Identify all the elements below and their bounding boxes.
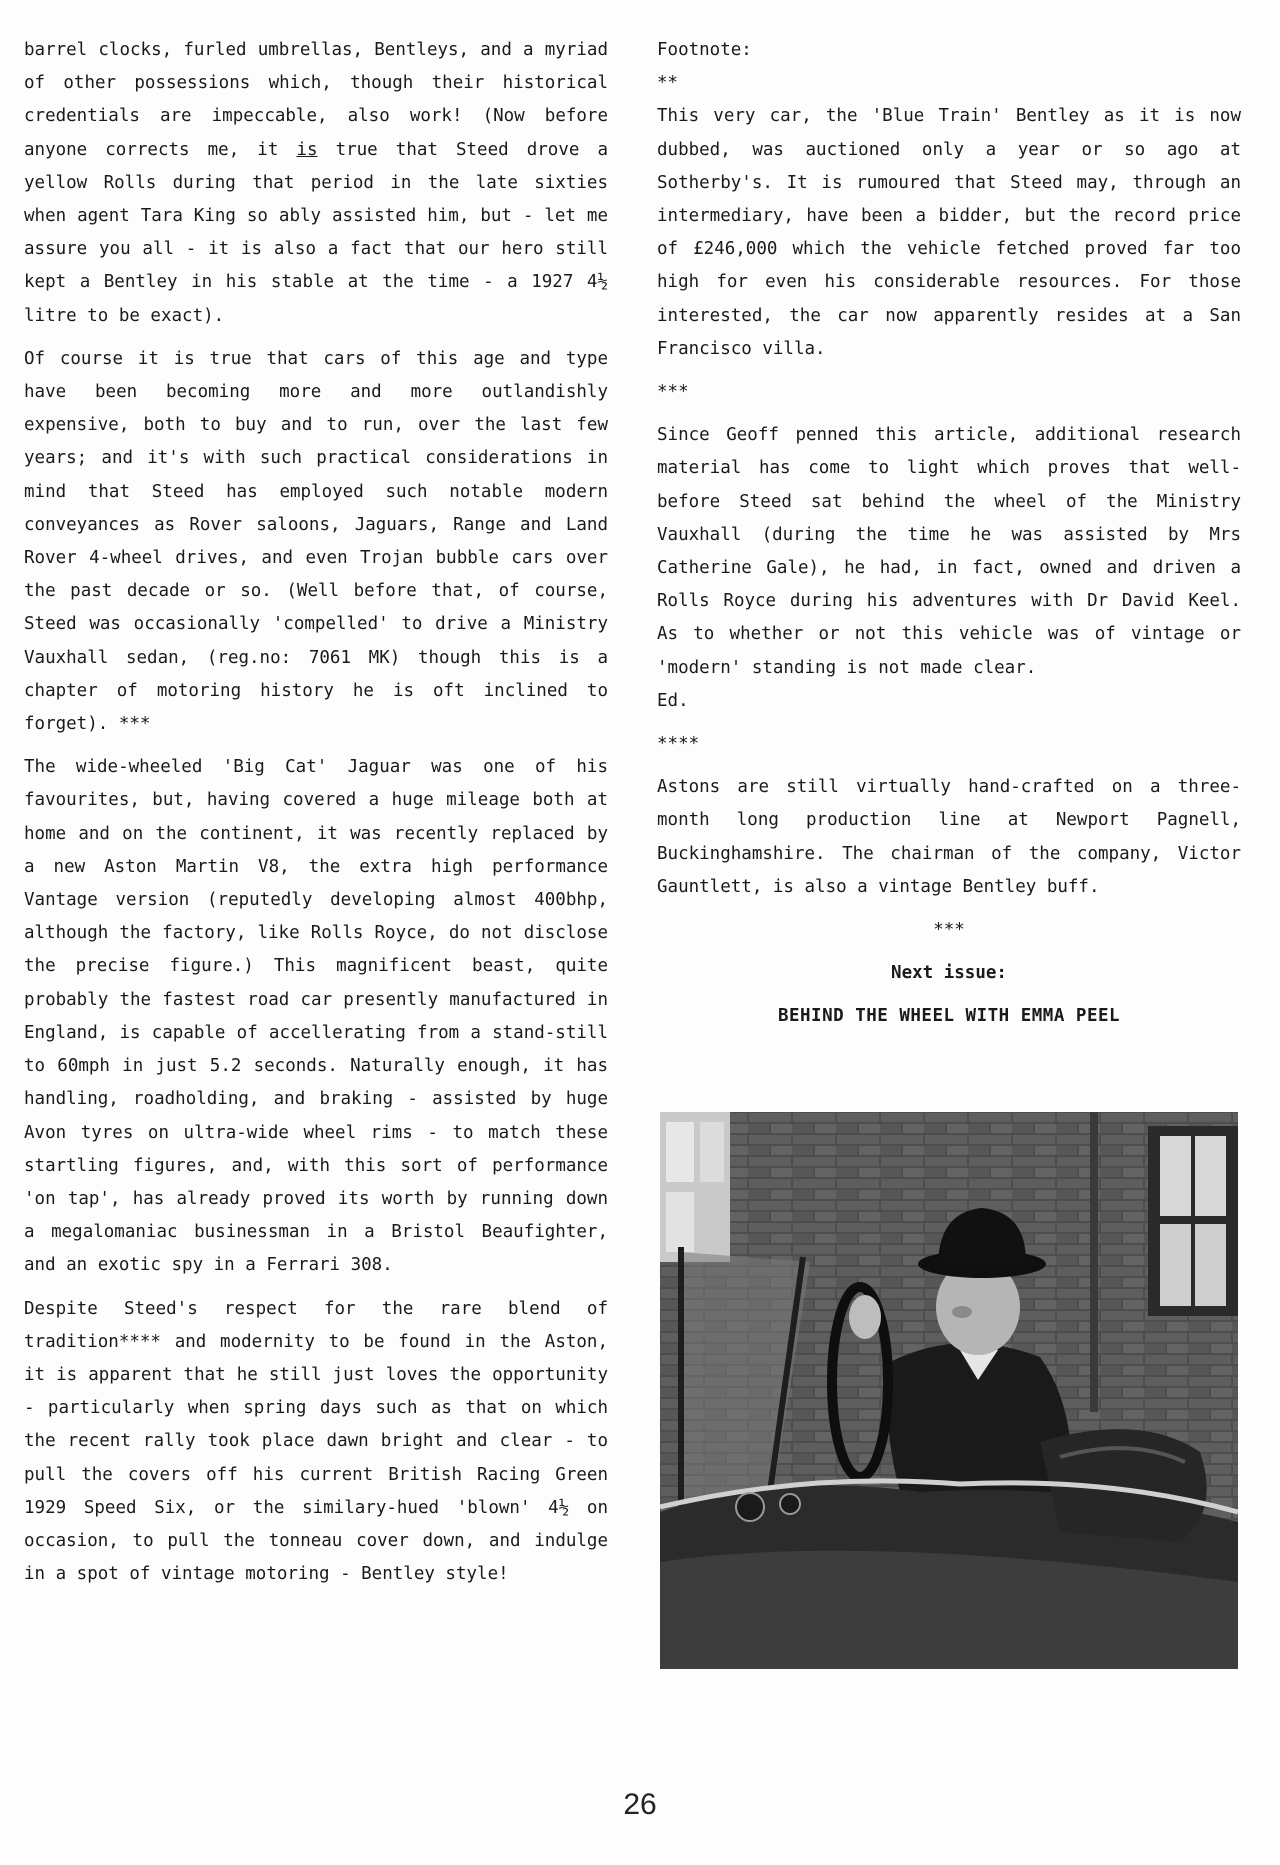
editor-signature: Ed. [657, 690, 689, 711]
left-column [24, 34, 608, 1601]
footnote-2: This very car, the 'Blue Train' Bentley as it is now dubbed, was auctioned only a year or so ago at Sotherby's. It is rumoured that Steed may, through an intermediary, have been a bidder, but the record price of £246,000 which the vehicle fetched proved far too high for even his considerable resources. For those interested, the car now apparently resides at a San Francisco villa. [657, 106, 1241, 359]
footnote-4: Astons are still virtually hand-crafted on a three-month long production line at Newport Pagnell, Buckinghamshire. The chairman of the company, Victor Gauntlett, is also a vintage Bentley buff. [657, 777, 1241, 897]
right-column [657, 34, 1241, 1044]
next-issue-title: BEHIND THE WHEEL WITH EMMA PEEL [777, 1006, 1121, 1027]
paragraph-1-rest: true that Steed drove a yellow Rolls during that period in the late sixties when agent Tara King so ably assisted him, but - let me assure you all - it is also a fact that our hero still kept a Bentley in his stable at the time - a 1927 4½ litre to be exact). [24, 139, 608, 326]
paragraph-1 [24, 34, 608, 333]
next-issue-label: Next issue: [891, 963, 1007, 984]
steed-in-bentley-photo [660, 1112, 1238, 1669]
footnote-3: Since Geoff penned this article, additional research material has come to light which proves that well-before Steed sat behind the wheel of the Ministry Vauxhall (during the time he was assisted by Mrs Catherine Gale), he had, in fact, owned and driven a Rolls Royce during his adventures with Dr David Keel. As to whether or not this vehicle was of vintage or 'modern' standing is not made clear. [657, 425, 1241, 678]
paragraph-3: The wide-wheeled 'Big Cat' Jaguar was one of his favourites, but, having covered a huge mileage both at home and on the continent, it was recently replaced by a new Aston Martin V8, the extra high performance Vantage version (reputedly developing almost 400bhp, although the factory, like Rolls Royce, do not disclose the precise figure.) This magnificent beast, quite probably the fastest road car presently manufactured in England, is capable of accellerating from a stand-still to 60mph in just 5.2 seconds. Naturally enough, it has handling, roadholding, and braking - assisted by huge Avon tyres on ultra-wide wheel rims - to match these startling figures, and, with this sort of performance 'on tap', has already proved its worth by running down a megalomaniac businessman in a Bristol Beaufighter, and an exotic spy in a Ferrari 308. [24, 757, 608, 1276]
footnote-marker-3: *** [657, 382, 689, 403]
paragraph-1-text: barrel clocks, furled umbrellas, Bentleys, and a myriad of other possessions which, though their historical credentials are impeccable, also work! (Now before anyone corrects me, it [24, 40, 608, 160]
paragraph-4: Despite Steed's respect for the rare blend of tradition**** and modernity to be found in the Aston, it is apparent that he still just loves the opportunity - particularly when spring days such as that on which the recent rally took place dawn bright and clear - to pull the covers off his current British Racing Green 1929 Speed Six, or the similary-hued 'blown' 4½ on occasion, to pull the tonneau cover down, and indulge in a spot of vintage motoring - Bentley style! [24, 1298, 608, 1585]
paragraph-1-emphasis: is [296, 139, 318, 160]
footnote-label: Footnote: [657, 40, 752, 60]
page-number: 26 [623, 1788, 657, 1821]
footnote-marker-2: ** [657, 73, 679, 94]
footnote-marker-4: **** [657, 734, 700, 755]
paragraph-2: Of course it is true that cars of this age and type have been becoming more and more outlandishly expensive, both to buy and to run, over the last few years; and it's with such practical considerations in mind that Steed has employed such notable modern conveyances as Rover saloons, Jaguars, Range and Land Rover 4-wheel drives, and even Trojan bubble cars over the past decade or so. (Well before that, of course, Steed was occasionally 'compelled' to drive a Ministry Vauxhall sedan, (reg.no: 7061 MK) though this is a chapter of motoring history he is oft inclined to forget). *** [24, 348, 608, 735]
section-divider: *** [933, 920, 965, 941]
